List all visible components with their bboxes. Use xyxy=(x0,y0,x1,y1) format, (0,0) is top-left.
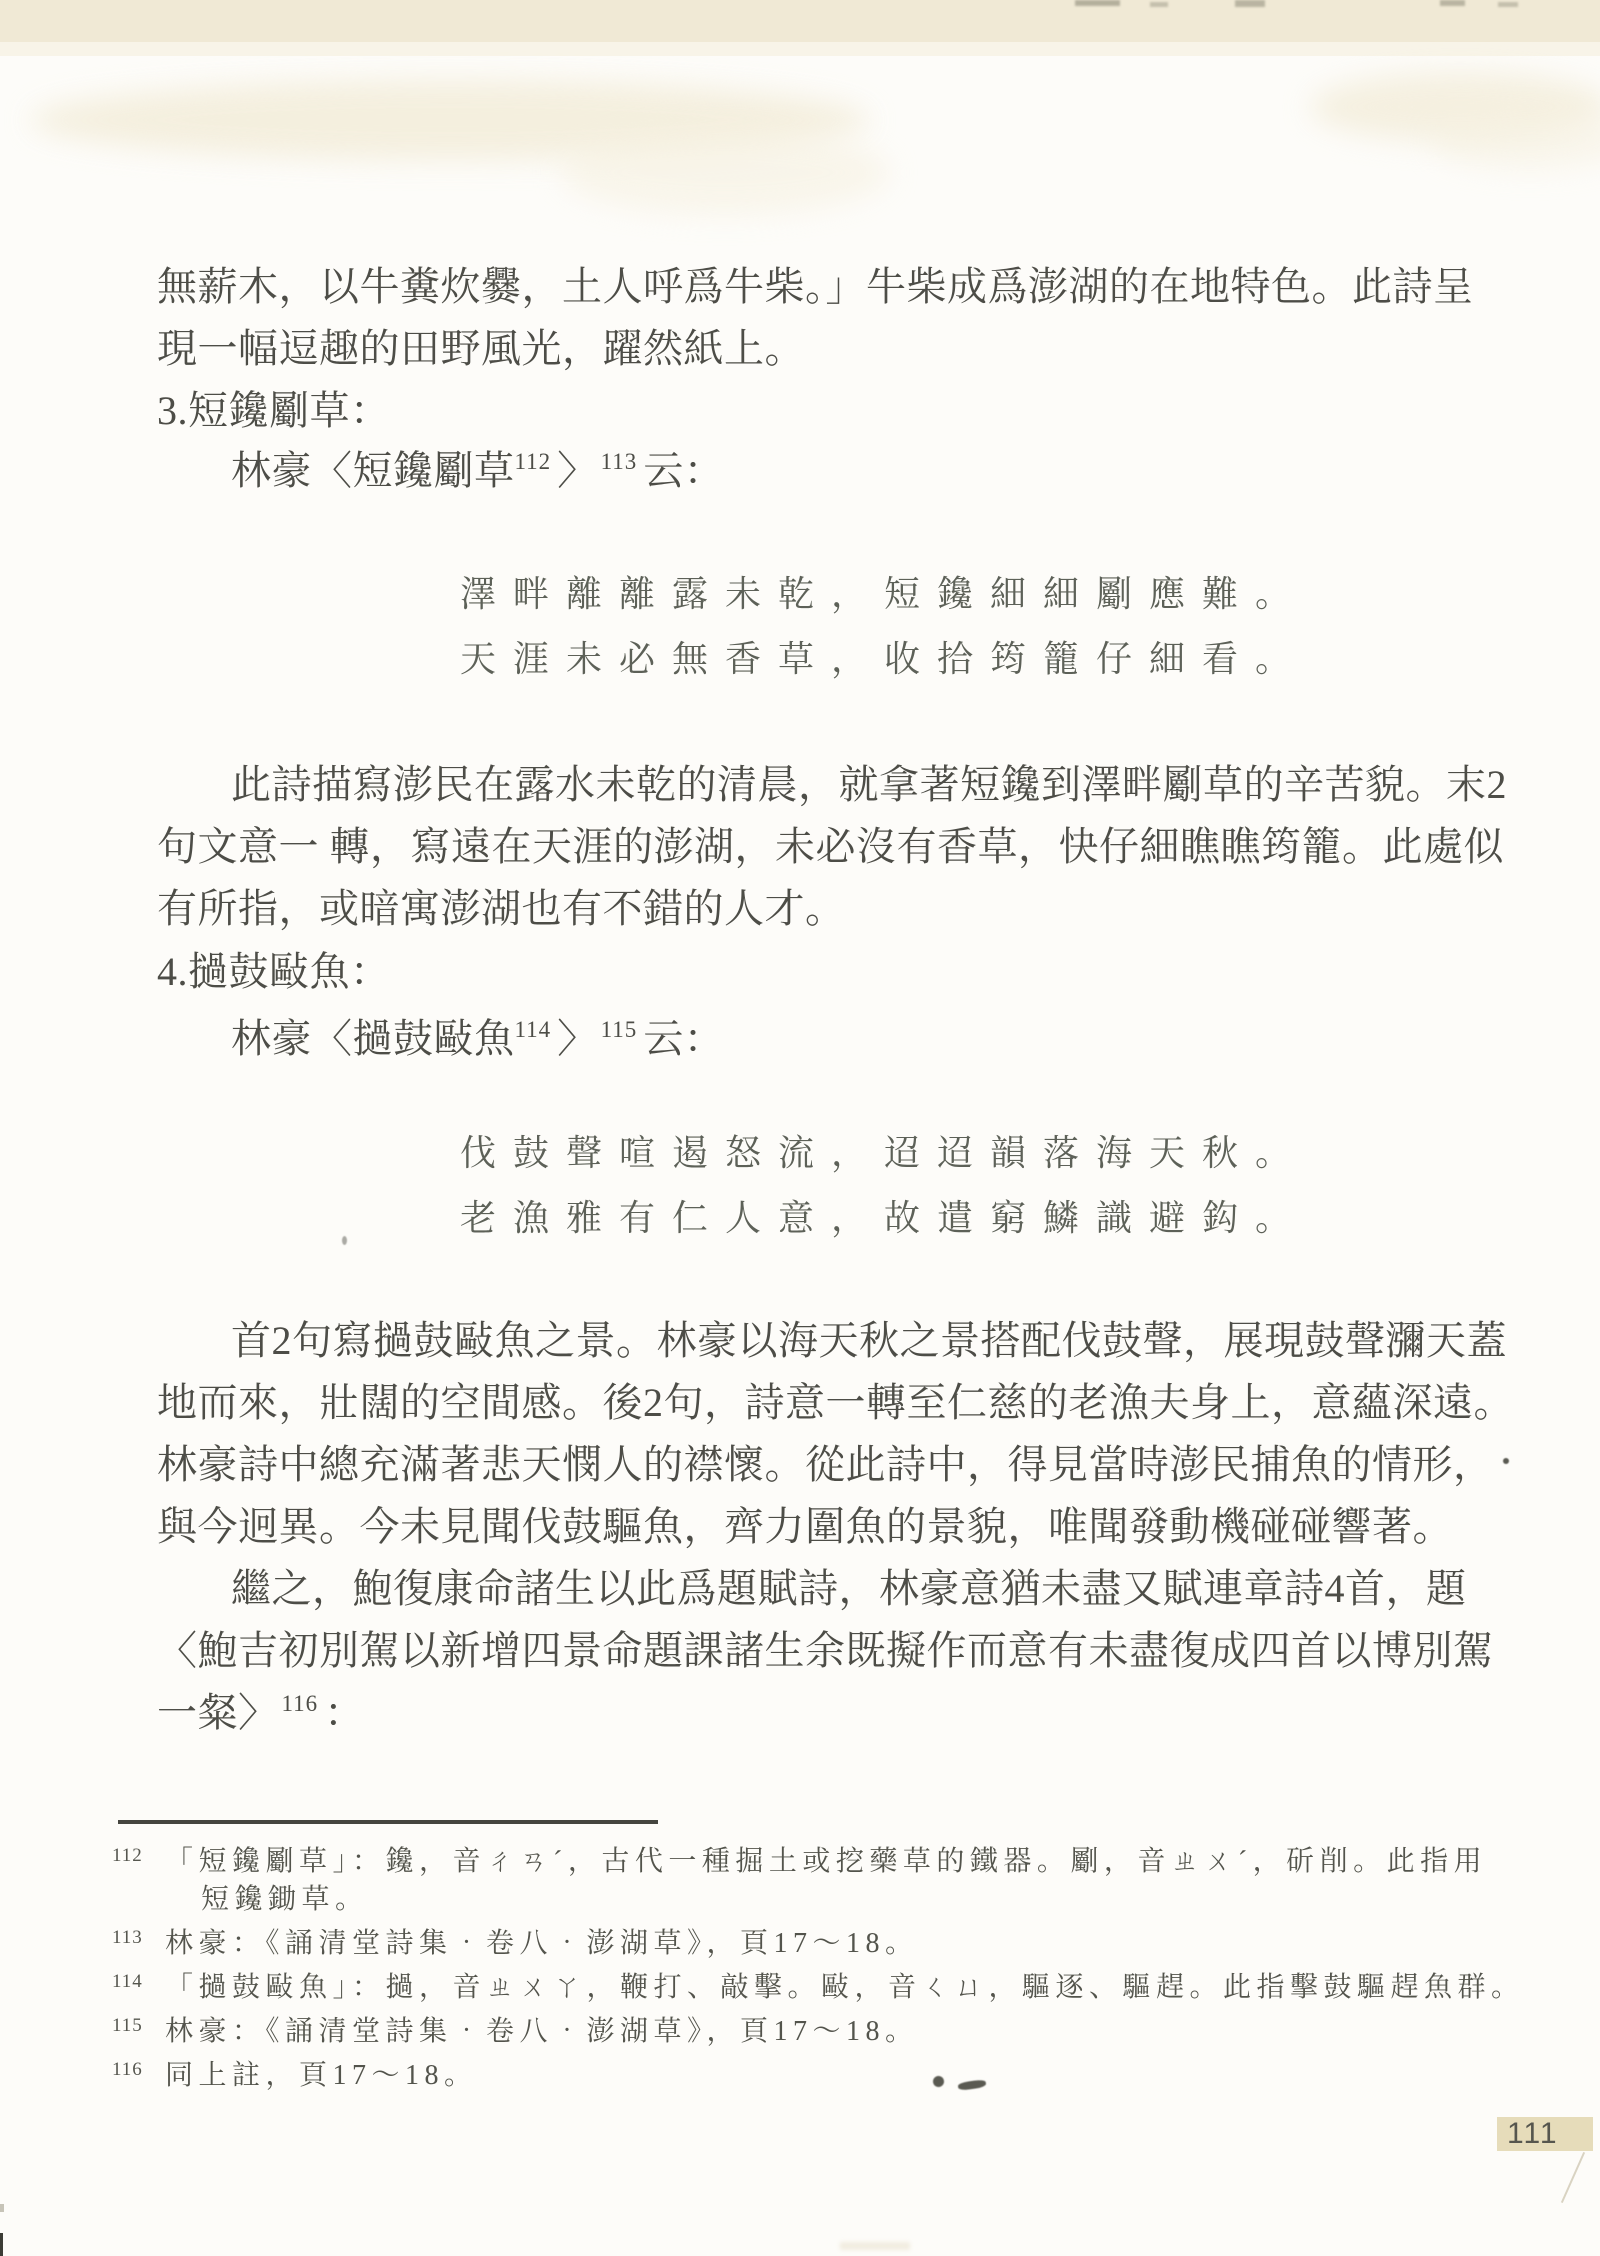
body-text-line: 與今迥異。今未見聞伐鼓驅魚，齊力圍魚的景貌，唯聞發動機碰碰響著。 xyxy=(157,1504,1453,1549)
page-number-badge: 111 xyxy=(1497,2117,1593,2151)
section-heading-4: 4.撾鼓敺魚： xyxy=(157,949,391,994)
footnote-112-continued: 短鑱鋤草。 xyxy=(201,1884,369,1915)
footnote-113 xyxy=(112,1919,1525,1963)
footnote-number: 115 xyxy=(112,2015,143,2036)
footnote-112 xyxy=(112,1837,1525,1881)
poem-line: 伐鼓聲喧遏怒流，迢迢韻落海天秋。 xyxy=(460,1133,1309,1173)
ink-speck xyxy=(342,1236,347,1245)
footnote-text: 「撾鼓敺魚」：撾，音ㄓㄨㄚ，鞭打、敲擊。敺，音ㄑㄩ，驅逐、驅趕。此指擊鼓驅趕魚群。 xyxy=(165,1972,1525,2003)
body-text-line: 林豪詩中總充滿著悲天憫人的襟懷。從此詩中，得見當時澎民捕魚的情形， xyxy=(157,1442,1494,1487)
body-text-line xyxy=(157,1682,1494,1750)
poem-citation-line xyxy=(231,1008,724,1076)
commentary-paragraph xyxy=(157,754,1507,940)
scan-top-smudge xyxy=(1075,0,1120,6)
footnote-number: 114 xyxy=(112,1971,143,1992)
body-text: ： xyxy=(324,1690,365,1735)
footnote-text: 同上註，頁17～18。 xyxy=(165,2060,478,2091)
body-text-line: 繼之，鮑復康命諸生以此爲題賦詩，林豪意猶未盡又賦連章詩4首，題 xyxy=(231,1566,1467,1611)
footnote-text: 林豪：《誦清堂詩集‧卷八‧澎湖草》，頁17～18。 xyxy=(165,1928,919,1959)
footnotes-section xyxy=(112,1837,1525,2095)
body-text-line: 無薪木，以牛糞炊爨，土人呼爲牛柴。」牛柴成爲澎湖的在地特色。此詩呈 xyxy=(157,264,1474,309)
body-text-line: 此詩描寫澎民在露水未乾的清晨，就拿著短鑱到澤畔劚草的辛苦貌。末2 xyxy=(231,762,1507,807)
scan-edge-artifact xyxy=(0,2233,3,2256)
scan-top-smudge xyxy=(1150,2,1168,7)
footnote-ref-112: 112 xyxy=(514,449,552,474)
body-text-line: 首2句寫撾鼓敺魚之景。林豪以海天秋之景搭配伐鼓聲，展現鼓聲瀰天蓋 xyxy=(231,1318,1507,1363)
footnote-separator-rule xyxy=(118,1820,658,1824)
scan-edge-artifact xyxy=(0,2204,4,2212)
footnote-text: 林豪：《誦清堂詩集‧卷八‧澎湖草》，頁17～18。 xyxy=(165,2016,919,2047)
scan-stain-blotch xyxy=(560,130,890,215)
citation-text: 林豪〈撾鼓敺魚 xyxy=(231,1016,515,1061)
scan-stain-blotch xyxy=(1430,110,1600,170)
citation-text: 云： xyxy=(643,448,725,493)
paragraph-continuation xyxy=(157,256,1474,380)
scan-top-smudge xyxy=(1498,2,1518,7)
footnote-number: 116 xyxy=(112,2059,143,2080)
footnote-ref-115: 115 xyxy=(600,1017,638,1042)
scan-top-smudge xyxy=(1440,0,1465,6)
poem-citation-line xyxy=(231,440,724,508)
body-text-line: 〈鮑吉初別駕以新增四景命題課諸生余既擬作而意有未盡復成四首以博別駕 xyxy=(157,1628,1494,1673)
citation-bracket: 〉 xyxy=(557,448,598,493)
body-text-line: 地而來，壯闊的空間感。後2句，詩意一轉至仁慈的老漁夫身上，意蘊深遠。 xyxy=(157,1380,1514,1425)
footnote-number: 113 xyxy=(112,1927,143,1948)
commentary-paragraph xyxy=(157,1558,1494,1750)
commentary-paragraph xyxy=(157,1310,1514,1558)
footnote-ref-116: 116 xyxy=(281,1691,319,1716)
citation-bracket: 〉 xyxy=(557,1016,598,1061)
footnote-116 xyxy=(112,2051,1525,2095)
scan-top-cream-band-light xyxy=(0,42,1600,56)
footnote-115 xyxy=(112,2007,1525,2051)
footnote-ref-114: 114 xyxy=(514,1017,552,1042)
body-text: 一粲〉 xyxy=(157,1690,279,1735)
footnote-114 xyxy=(112,1963,1525,2007)
scan-bottom-smear xyxy=(840,2242,910,2250)
scan-corner-scratch xyxy=(1561,2152,1585,2203)
footnote-ref-113: 113 xyxy=(600,449,638,474)
citation-text: 云： xyxy=(643,1016,725,1061)
scan-top-smudge xyxy=(1235,0,1265,7)
section-heading-3: 3.短鑱劚草： xyxy=(157,388,391,433)
poem-block-2 xyxy=(460,1121,1308,1251)
poem-line: 老漁雅有仁人意，故遣窮鱗識避鈎。 xyxy=(460,1198,1309,1238)
footnote-text: 「短鑱劚草」：鑱，音ㄔㄢˊ，古代一種掘土或挖藥草的鐵器。劚，音ㄓㄨˊ，斫削。此指用 xyxy=(165,1846,1488,1877)
footnote-number: 112 xyxy=(112,1845,143,1866)
poem-line: 澤畔離離露未乾，短鑱細細劚應難。 xyxy=(460,574,1309,614)
body-text-line: 有所指，或暗寓澎湖也有不錯的人才。 xyxy=(157,886,846,931)
scan-top-cream-band xyxy=(0,0,1600,42)
poem-block-1 xyxy=(460,562,1308,692)
poem-line: 天涯未必無香草，收拾筠籠仔細看。 xyxy=(460,639,1309,679)
citation-text: 林豪〈短鑱劚草 xyxy=(231,448,515,493)
body-text-line: 句文意一 轉，寫遠在天涯的澎湖，未必沒有香草，快仔細瞧瞧筠籠。此處似 xyxy=(157,824,1504,869)
body-text-line: 現一幅逗趣的田野風光，躍然紙上。 xyxy=(157,326,805,371)
